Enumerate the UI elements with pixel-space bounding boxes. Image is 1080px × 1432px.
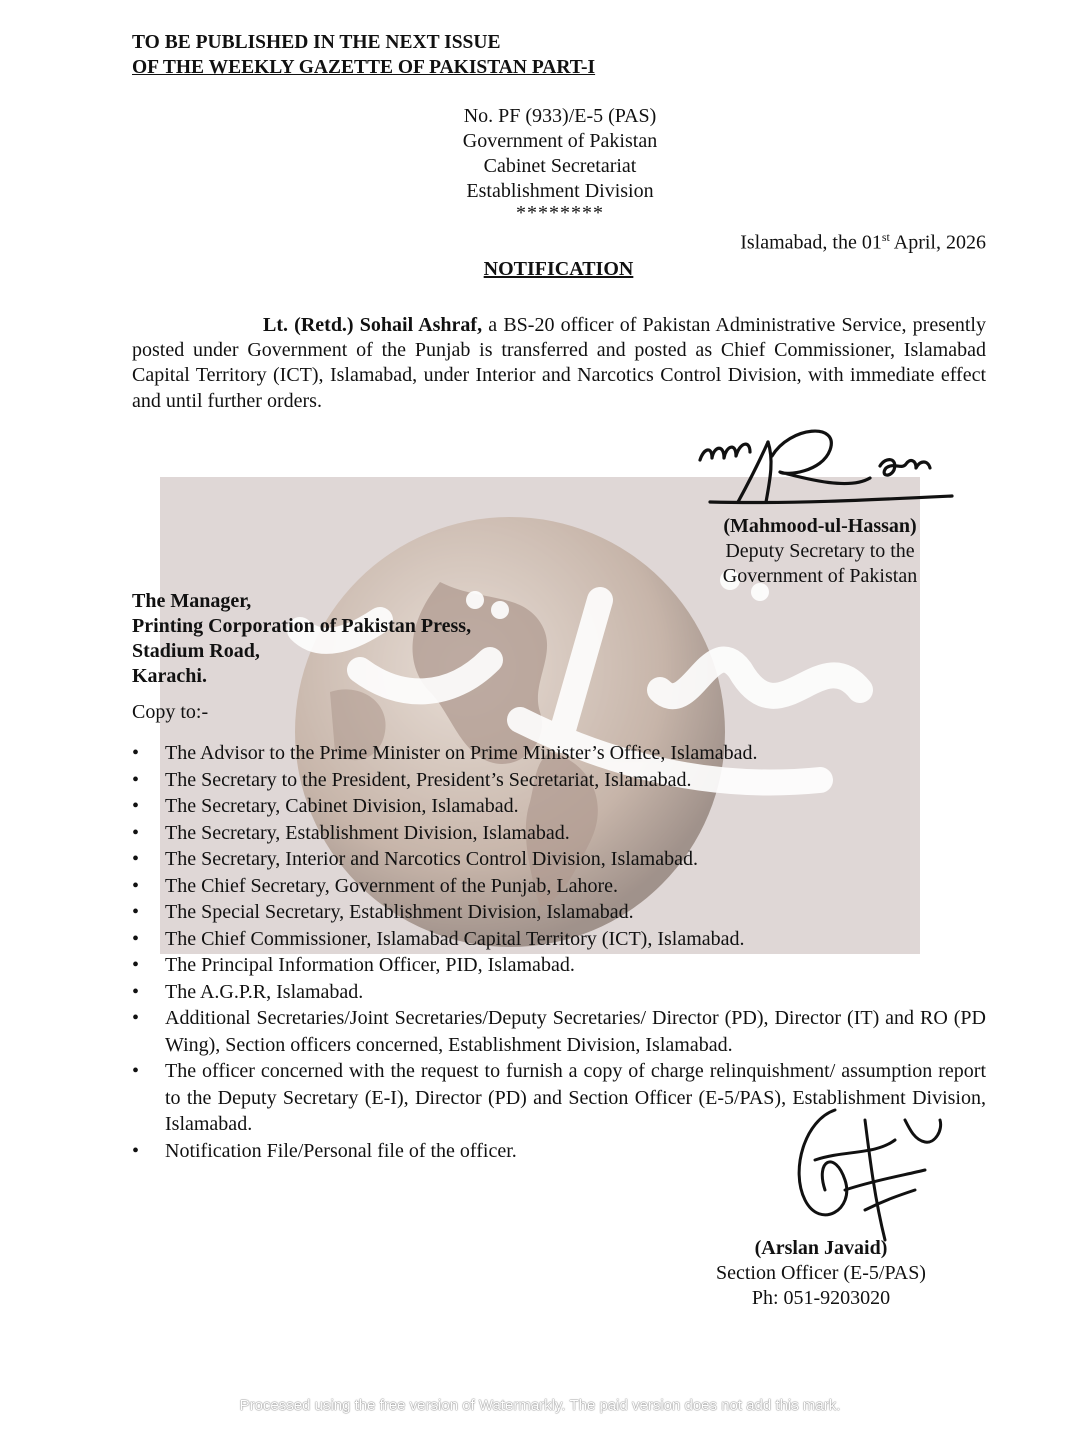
page-title: NOTIFICATION [483, 258, 634, 280]
reference-number: No. PF (933)/E-5 (PAS) [463, 105, 657, 127]
notification-body [132, 313, 986, 414]
signatory-block-2 [690, 1236, 952, 1311]
copy-to-label: Copy to:- [132, 701, 209, 723]
list-item: • The Secretary, Cabinet Division, Islamabad. [132, 793, 986, 820]
list-item: • Additional Secretaries/Joint Secretaries/Deputy Secretaries/ Director (PD), Director (IT) and RO (PD Wing), Section officers concerned, Establishment Division, Islamabad. [132, 1005, 986, 1058]
gazette-header-line1: TO BE PUBLISHED IN THE NEXT ISSUE [132, 32, 501, 53]
list-item: • The Secretary, Interior and Narcotics Control Division, Islamabad. [132, 846, 986, 873]
date-ordinal: st [881, 230, 890, 244]
address-line3: Stadium Road, [132, 640, 260, 662]
list-item: • The Secretary, Establishment Division, Islamabad. [132, 820, 986, 847]
signature-arslan-icon [775, 1100, 975, 1250]
reference-block [430, 104, 690, 222]
gazette-header [132, 30, 595, 80]
signatory1-designation-line1: Deputy Secretary to the [725, 540, 915, 562]
government-name: Government of Pakistan [462, 130, 658, 152]
signature-mahmood-icon [690, 420, 960, 515]
secretariat-name: Cabinet Secretariat [483, 155, 637, 177]
signatory2-designation: Section Officer (E-5/PAS) [716, 1262, 926, 1284]
list-item: • The Chief Commissioner, Islamabad Capital Territory (ICT), Islamabad. [132, 926, 986, 953]
list-item: • The A.G.P.R, Islamabad. [132, 979, 986, 1006]
signatory1-name: (Mahmood-ul-Hassan) [723, 515, 917, 537]
date-rest: April, 2026 [889, 231, 986, 254]
list-item: • The officer concerned with the request to furnish a copy of charge relinquishment/ assumption report to the Deputy Secretary (E-I), Director (PD) and Section Officer (E-5/PAS), Establishment Division, Islamabad. [132, 1058, 986, 1138]
notification-date [740, 230, 986, 255]
body-text: a BS-20 officer of Pakistan Administrative Service, presently posted under Government of the Punjab is transferred and posted as Chief Commissioner, Islamabad Capital Territory (ICT), Islamabad, under Interior and Narcotics Control Division, with immediate effect and until further orders. [132, 314, 986, 412]
division-name: Establishment Division [466, 180, 654, 202]
list-item: • The Principal Information Officer, PID, Islamabad. [132, 952, 986, 979]
signatory2-phone: Ph: 051-9203020 [751, 1287, 891, 1309]
list-item: • The Chief Secretary, Government of the Punjab, Lahore. [132, 873, 986, 900]
address-line4: Karachi. [132, 665, 207, 687]
list-item: • The Advisor to the Prime Minister on Prime Minister’s Office, Islamabad. [132, 740, 986, 767]
signatory1-designation-line2: Government of Pakistan [722, 565, 918, 587]
date-prefix: Islamabad, the 01 [740, 231, 882, 254]
list-item: • The Special Secretary, Establishment Division, Islamabad. [132, 899, 986, 926]
separator-stars: ******** [516, 202, 604, 224]
recipient-address [132, 589, 471, 689]
address-line1: The Manager, [132, 590, 252, 612]
list-item: • The Secretary to the President, President’s Secretariat, Islamabad. [132, 767, 986, 794]
list-item: • Notification File/Personal file of the officer. [132, 1138, 986, 1165]
gazette-header-line2: OF THE WEEKLY GAZETTE OF PAKISTAN PART-I [132, 57, 596, 78]
officer-name: Lt. (Retd.) Sohail Ashraf, [263, 314, 483, 336]
address-line2: Printing Corporation of Pakistan Press, [132, 615, 472, 637]
footer-watermark: Processed using the free version of Watermarkly. The paid version does not add this mark. [239, 1397, 841, 1414]
signatory2-name: (Arslan Javaid) [754, 1237, 888, 1259]
signatory-block-1 [700, 514, 940, 589]
